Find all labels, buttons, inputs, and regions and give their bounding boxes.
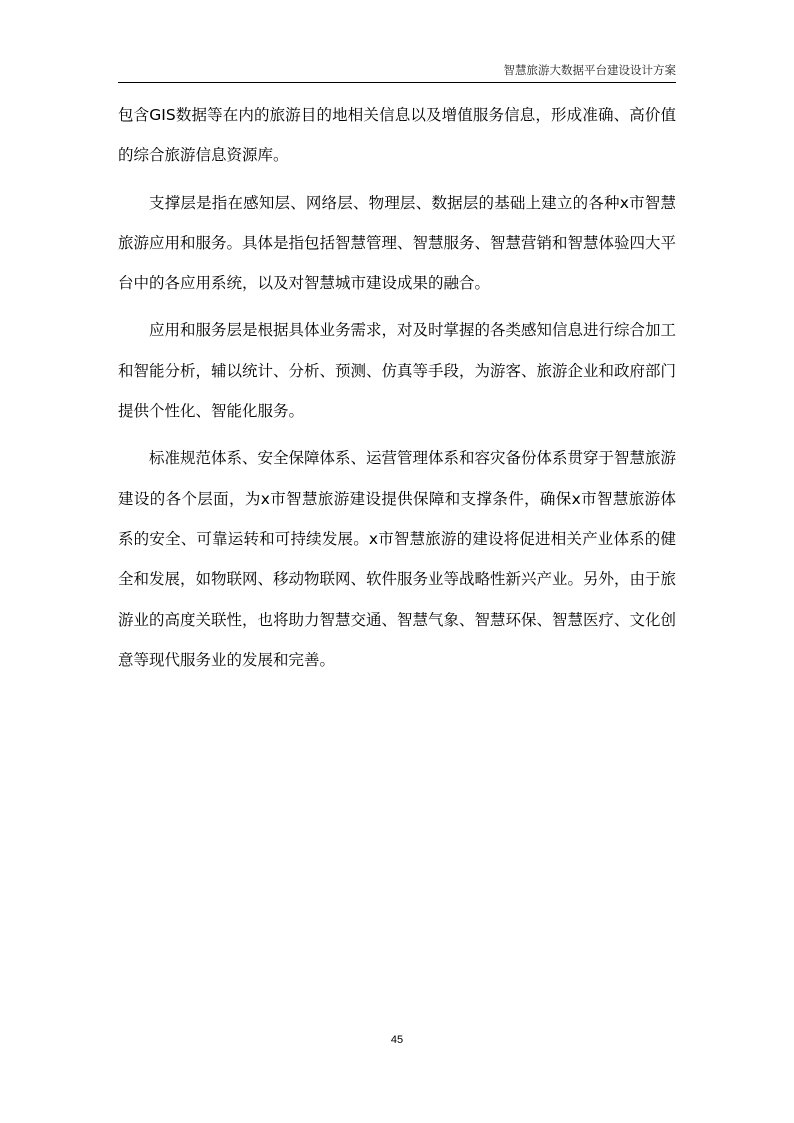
paragraph-application-layer: 应用和服务层是根据具体业务需求，对及时掌握的各类感知信息进行综合加工和智能分析，辅以统计、分析、预测、仿真等手段，为游客、旅游企业和政府部门提供个性化、智能化服务。 bbox=[118, 321, 677, 421]
body-text bbox=[118, 95, 676, 680]
running-header bbox=[118, 62, 676, 83]
header-title: 智慧旅游大数据平台建设设计方案 bbox=[503, 63, 676, 77]
paragraph-standards-system: 标准规范体系、安全保障体系、运营管理体系和容灾备份体系贯穿于智慧旅游建设的各个层面，为x市智慧旅游建设提供保障和支撑条件，确保x市智慧旅游体系的安全、可靠运转和可持续发展。x市智慧旅游的建设将促进相关产业体系的健全和发展，如物联网、移动物联网、软件服务业等战略性新兴产业。另外，由于旅游业的高度关联性，也将助力智慧交通、智慧气象、智慧环保、智慧医疗、文化创意等现代服务业的发展和完善。 bbox=[118, 449, 677, 669]
paragraph-continuation: 包含GIS数据等在内的旅游目的地相关信息以及增值服务信息，形成准确、高价值的综合旅游信息资源库。 bbox=[118, 106, 676, 165]
paragraph-support-layer: 支撑层是指在感知层、网络层、物理层、数据层的基础上建立的各种x市智慧旅游应用和服务。具体是指包括智慧管理、智慧服务、智慧营销和智慧体验四大平台中的各应用系统，以及对智慧城市建设成果的融合。 bbox=[118, 193, 677, 293]
page-number: 45 bbox=[390, 1034, 404, 1046]
